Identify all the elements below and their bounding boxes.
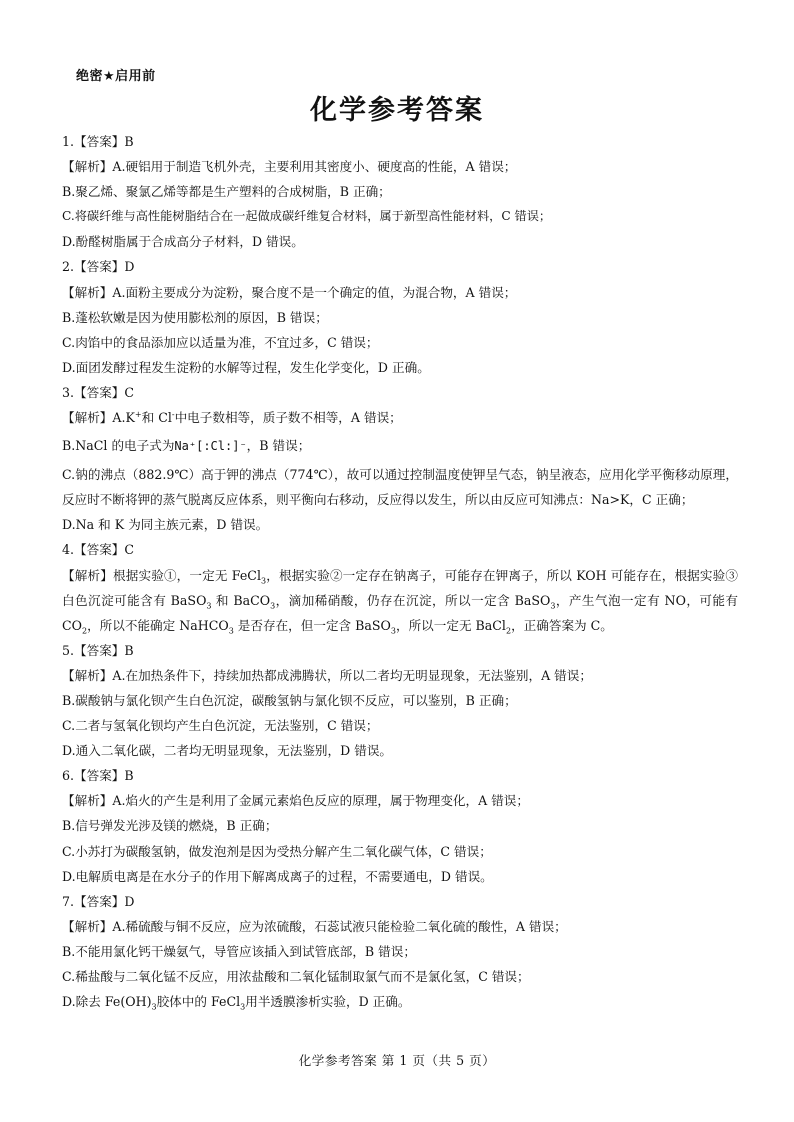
q5-analysis-d: D.通入二氧化碳，二者均无明显现象，无法鉴别，D 错误。 <box>62 743 393 759</box>
q4-text-8: ，所以一定无 BaCl <box>395 617 506 633</box>
q3-analysis-d: D.Na 和 K 为同主族元素，D 错误。 <box>62 517 269 533</box>
page-title: 化学参考答案 <box>310 95 484 126</box>
q1-analysis-b: B.聚乙烯、聚氯乙烯等都是生产塑料的合成树脂，B 正确； <box>62 184 391 200</box>
q3-a-sup2: - <box>171 409 175 419</box>
q4-text-4: ，滴加稀硝酸，仍存在沉淀，所以一定含 BaSO <box>275 592 551 608</box>
q4-text-5: ，产生气泡一定有 NO，可能有 CO <box>62 592 739 633</box>
q6-analysis-c: C.小苏打为碳酸氢钠，做发泡剂是因为受热分解产生二氧化碳气体，C 错误； <box>62 843 492 859</box>
q4-analysis <box>62 563 738 638</box>
q5-analysis-a: 【解析】A.在加热条件下，持续加热都成沸腾状，所以二者均无明显现象，无法鉴别，A 错误； <box>62 667 592 683</box>
q4-sub-5: 2 <box>81 626 88 636</box>
q4-text-9: ，正确答案为 C。 <box>511 617 613 633</box>
q6-analysis-a: 【解析】A.焰火的产生是利用了金属元素焰色反应的原理，属于物理变化，A 错误； <box>62 793 529 809</box>
q3-a-text1: 【解析】A.K <box>62 410 135 426</box>
q4-text-1: 【解析】根据实验①，一定无 FeCl <box>62 567 261 583</box>
q6-analysis-d: D.电解质电离是在水分子的作用下解离成离子的过程，不需要通电，D 错误。 <box>62 868 493 884</box>
q7-analysis-b: B.不能用氯化钙干燥氨气，导管应该插入到试管底部，B 错误； <box>62 943 416 959</box>
q7-analysis-c: C.稀盐酸与二氧化锰不反应，用浓盐酸和二氧化锰制取氯气而不是氯化氢，C 错误； <box>62 969 530 984</box>
q1-analysis-c: C.将碳纤维与高性能树脂结合在一起做成碳纤维复合材料，属于新型高性能材料，C 错误； <box>62 209 552 224</box>
q5-answer: 5.【答案】B <box>62 642 134 658</box>
q4-text-2: ，根据实验②一定存在钠离子，可能存在钾离子，所以 KOH 可能存在，根据实验③白色沉淀可能含有 BaSO <box>62 567 739 608</box>
q5-analysis-b: B.碳酸钠与氯化钡产生白色沉淀，碳酸氢钠与氯化钡不反应，可以鉴别，B 正确； <box>62 692 517 708</box>
q7-d-text3: 用半透膜渗析实验，D 正确。 <box>245 994 411 1010</box>
q7-d-text2: 胶体中的 FeCl <box>156 994 241 1010</box>
q7-analysis-d <box>62 989 738 1014</box>
q3-answer: 3.【答案】C <box>62 384 135 400</box>
confidential-mark: 绝密★启用前 <box>76 69 156 84</box>
q4-sub-1: 3 <box>260 576 267 586</box>
q4-text-6: ，所以不能确定 NaHCO <box>87 617 229 633</box>
answer-content <box>62 129 738 1014</box>
nacl-electron-formula: Na⁺[:Cl:]⁻ <box>174 439 247 454</box>
q4-answer: 4.【答案】C <box>62 542 135 558</box>
q3-analysis-c: C.钠的沸点（882.9℃）高于钾的沸点（774℃），故可以通过控制温度使钾呈气态，钠呈液态，应用化学平衡移动原理，反应时不断将钾的蒸气脱离反应体系，则平衡向右移动，反应得以发生，所以由反应可知沸点：Na>K，C 正确； <box>62 467 738 508</box>
page-footer: 化学参考答案 第 1 页（共 5 页） <box>298 1053 496 1068</box>
q5-analysis-c: C.二者与氢氧化钡均产生白色沉淀，无法鉴别，C 错误； <box>62 718 379 734</box>
q3-analysis-b <box>62 430 738 462</box>
q7-d-sub1: 3 <box>151 1002 157 1012</box>
q7-d-text1: D.除去 Fe(OH) <box>62 994 152 1010</box>
q4-sub-6: 3 <box>228 626 234 636</box>
q4-sub-8: 2 <box>505 626 512 636</box>
q3-a-sup1: + <box>134 409 142 419</box>
q4-sub-7: 3 <box>390 626 396 636</box>
q7-answer: 7.【答案】D <box>62 893 135 909</box>
q1-answer: 1.【答案】B <box>62 134 134 149</box>
q4-sub-3: 3 <box>270 601 276 611</box>
q3-b-text2: ，B 错误； <box>246 438 311 454</box>
q3-b-text1: B.NaCl 的电子式为 <box>62 438 175 454</box>
q1-analysis-a: 【解析】A.硬铝用于制造飞机外壳，主要利用其密度小、硬度高的性能，A 错误； <box>62 159 517 175</box>
q1-analysis-d: D.酚醛树脂属于合成高分子材料，D 错误。 <box>62 234 304 250</box>
q4-sub-2: 3 <box>206 601 212 611</box>
q2-answer: 2.【答案】D <box>62 259 135 275</box>
q4-sub-4: 3 <box>550 601 556 611</box>
q2-analysis-a: 【解析】A.面粉主要成分为淀粉，聚合度不是一个确定的值，为混合物，A 错误； <box>62 284 517 300</box>
q7-analysis-a: 【解析】A.稀硫酸与铜不反应，应为浓硫酸，石蕊试液只能检验二氧化硫的酸性，A 错误； <box>62 918 567 934</box>
q4-text-3: 和 BaCO <box>211 592 271 608</box>
q6-answer: 6.【答案】B <box>62 768 134 784</box>
q7-d-sub2: 3 <box>240 1002 246 1012</box>
q2-analysis-c: C.肉馅中的食品添加应以适量为准，不宜过多，C 错误； <box>62 334 379 350</box>
q4-text-7: 是否存在，但一定含 BaSO <box>233 617 391 633</box>
q3-analysis-a <box>62 405 738 430</box>
q2-analysis-b: B.蓬松软嫩是因为使用膨松剂的原因，B 错误； <box>62 309 328 325</box>
q3-a-text3: 中电子数相等，质子数不相等，A 错误； <box>174 410 402 426</box>
q2-analysis-d: D.面团发酵过程发生淀粉的水解等过程，发生化学变化，D 正确。 <box>62 359 430 375</box>
q3-a-text2: 和 Cl <box>141 410 172 426</box>
q6-analysis-b: B.信号弹发光涉及镁的燃烧，B 正确； <box>62 818 278 834</box>
